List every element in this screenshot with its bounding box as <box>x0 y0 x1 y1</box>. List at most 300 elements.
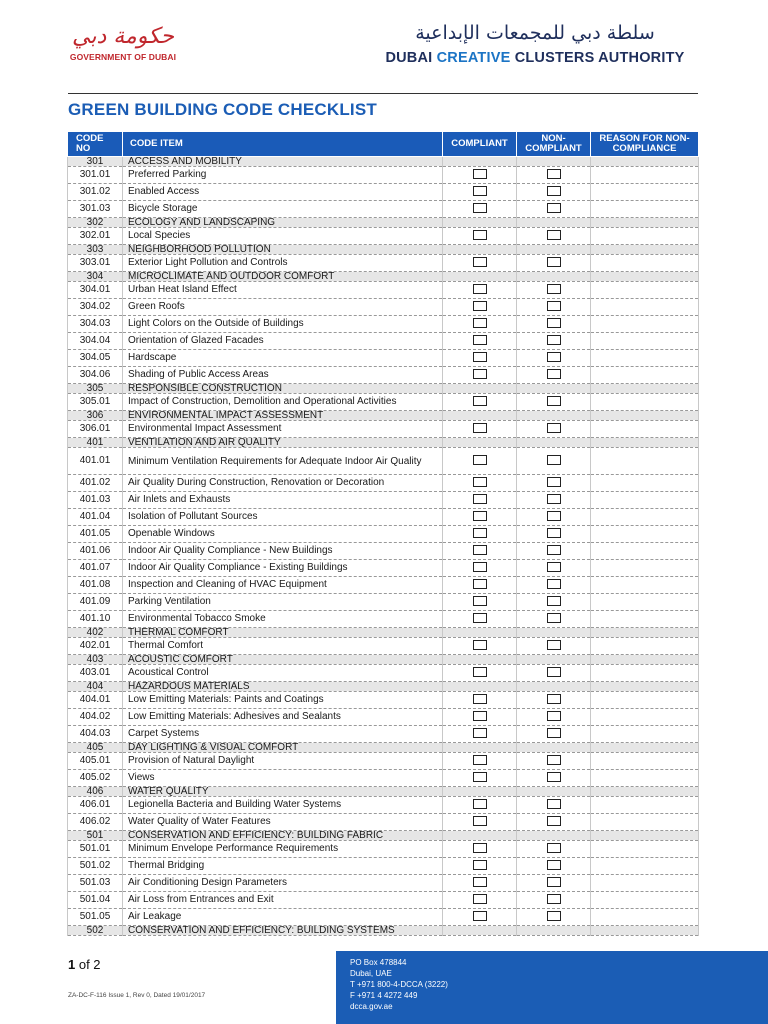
non-compliant-checkbox[interactable] <box>547 528 561 538</box>
non-compliant-checkbox[interactable] <box>547 369 561 379</box>
section-reason-cell <box>591 438 699 448</box>
reason-input-cell[interactable] <box>591 526 699 543</box>
non-compliant-checkbox[interactable] <box>547 799 561 809</box>
table-row <box>68 753 699 770</box>
item-code: 501.04 <box>68 892 123 909</box>
item-code: 501.02 <box>68 858 123 875</box>
compliant-cell <box>443 228 517 245</box>
section-non-compliant-cell <box>517 831 591 841</box>
reason-input-cell[interactable] <box>591 421 699 438</box>
item-description: Bicycle Storage <box>123 201 443 218</box>
section-title: VENTILATION AND AIR QUALITY <box>123 438 443 448</box>
reason-input-cell[interactable] <box>591 875 699 892</box>
non-compliant-checkbox[interactable] <box>547 169 561 179</box>
compliant-cell <box>443 475 517 492</box>
non-compliant-checkbox[interactable] <box>547 511 561 521</box>
non-compliant-checkbox[interactable] <box>547 477 561 487</box>
section-non-compliant-cell <box>517 743 591 753</box>
non-compliant-checkbox[interactable] <box>547 728 561 738</box>
government-of-dubai-logo <box>68 24 178 62</box>
item-code: 405.02 <box>68 770 123 787</box>
item-description: Air Quality During Construction, Renovation or Decoration <box>123 475 443 492</box>
section-reason-cell <box>591 743 699 753</box>
page-number <box>68 957 101 972</box>
compliant-checkbox[interactable] <box>473 477 487 487</box>
non-compliant-checkbox[interactable] <box>547 877 561 887</box>
dcca-english-name <box>370 50 700 66</box>
section-non-compliant-cell <box>517 655 591 665</box>
section-row <box>68 831 699 841</box>
table-header-row <box>68 132 699 157</box>
reason-input-cell[interactable] <box>591 770 699 787</box>
section-title: ACOUSTIC COMFORT <box>123 655 443 665</box>
section-code: 401 <box>68 438 123 448</box>
compliant-checkbox[interactable] <box>473 318 487 328</box>
non-compliant-checkbox[interactable] <box>547 301 561 311</box>
section-reason-cell <box>591 926 699 936</box>
compliant-checkbox[interactable] <box>473 257 487 267</box>
item-description: Impact of Construction, Demolition and Operational Activities <box>123 394 443 411</box>
non-compliant-cell <box>517 421 591 438</box>
compliant-cell <box>443 526 517 543</box>
section-compliant-cell <box>443 926 517 936</box>
item-description: Environmental Impact Assessment <box>123 421 443 438</box>
section-reason-cell <box>591 411 699 421</box>
reason-input-cell[interactable] <box>591 841 699 858</box>
non-compliant-cell <box>517 577 591 594</box>
compliant-checkbox[interactable] <box>473 667 487 677</box>
page-title: GREEN BUILDING CODE CHECKLIST <box>68 100 377 119</box>
non-compliant-cell <box>517 560 591 577</box>
item-code: 405.01 <box>68 753 123 770</box>
non-compliant-checkbox[interactable] <box>547 816 561 826</box>
table-row <box>68 394 699 411</box>
table-row <box>68 858 699 875</box>
section-title: RESPONSIBLE CONSTRUCTION <box>123 384 443 394</box>
reason-input-cell[interactable] <box>591 350 699 367</box>
compliant-cell <box>443 509 517 526</box>
item-description: Orientation of Glazed Facades <box>123 333 443 350</box>
reason-input-cell[interactable] <box>591 577 699 594</box>
section-title: HAZARDOUS MATERIALS <box>123 682 443 692</box>
item-code: 304.03 <box>68 316 123 333</box>
item-code: 401.10 <box>68 611 123 628</box>
section-row <box>68 787 699 797</box>
compliant-cell <box>443 333 517 350</box>
non-compliant-cell <box>517 797 591 814</box>
compliant-cell <box>443 814 517 831</box>
non-compliant-checkbox[interactable] <box>547 396 561 406</box>
reason-input-cell[interactable] <box>591 726 699 743</box>
section-row <box>68 628 699 638</box>
compliant-checkbox[interactable] <box>473 640 487 650</box>
reason-input-cell[interactable] <box>591 448 699 475</box>
section-title: WATER QUALITY <box>123 787 443 797</box>
non-compliant-checkbox[interactable] <box>547 911 561 921</box>
compliant-cell <box>443 316 517 333</box>
item-code: 401.08 <box>68 577 123 594</box>
item-code: 406.01 <box>68 797 123 814</box>
compliant-checkbox[interactable] <box>473 816 487 826</box>
item-code: 403.01 <box>68 665 123 682</box>
table-row <box>68 892 699 909</box>
non-compliant-cell <box>517 638 591 655</box>
contact-po-box: PO Box 478844 <box>350 958 407 967</box>
section-code: 406 <box>68 787 123 797</box>
reason-input-cell[interactable] <box>591 367 699 384</box>
reason-input-cell[interactable] <box>591 797 699 814</box>
dcca-logo <box>370 22 700 66</box>
table-row <box>68 875 699 892</box>
compliant-checkbox[interactable] <box>473 203 487 213</box>
reason-input-cell[interactable] <box>591 255 699 272</box>
compliant-cell <box>443 709 517 726</box>
item-code: 302.01 <box>68 228 123 245</box>
item-code: 304.06 <box>68 367 123 384</box>
section-row <box>68 384 699 394</box>
compliant-checkbox[interactable] <box>473 562 487 572</box>
non-compliant-checkbox[interactable] <box>547 335 561 345</box>
non-compliant-cell <box>517 814 591 831</box>
reason-input-cell[interactable] <box>591 228 699 245</box>
table-row <box>68 611 699 628</box>
non-compliant-cell <box>517 448 591 475</box>
table-row <box>68 228 699 245</box>
item-code: 303.01 <box>68 255 123 272</box>
compliant-checkbox[interactable] <box>473 755 487 765</box>
item-description: Air Inlets and Exhausts <box>123 492 443 509</box>
non-compliant-checkbox[interactable] <box>547 318 561 328</box>
item-description: Air Conditioning Design Parameters <box>123 875 443 892</box>
item-description: Hardscape <box>123 350 443 367</box>
reason-input-cell[interactable] <box>591 692 699 709</box>
reason-input-cell[interactable] <box>591 611 699 628</box>
table-row <box>68 350 699 367</box>
section-compliant-cell <box>443 743 517 753</box>
item-description: Light Colors on the Outside of Buildings <box>123 316 443 333</box>
compliant-checkbox[interactable] <box>473 169 487 179</box>
compliant-checkbox[interactable] <box>473 613 487 623</box>
table-row <box>68 709 699 726</box>
non-compliant-checkbox[interactable] <box>547 423 561 433</box>
compliant-checkbox[interactable] <box>473 511 487 521</box>
section-code: 402 <box>68 628 123 638</box>
reason-input-cell[interactable] <box>591 316 699 333</box>
compliant-checkbox[interactable] <box>473 396 487 406</box>
compliant-checkbox[interactable] <box>473 772 487 782</box>
compliant-checkbox[interactable] <box>473 579 487 589</box>
non-compliant-checkbox[interactable] <box>547 455 561 465</box>
section-row <box>68 655 699 665</box>
compliant-checkbox[interactable] <box>473 596 487 606</box>
item-description: Shading of Public Access Areas <box>123 367 443 384</box>
compliant-checkbox[interactable] <box>473 894 487 904</box>
compliant-checkbox[interactable] <box>473 186 487 196</box>
non-compliant-checkbox[interactable] <box>547 230 561 240</box>
column-header-code-item: CODE ITEM <box>123 132 443 157</box>
checklist-table <box>67 131 699 936</box>
item-code: 301.02 <box>68 184 123 201</box>
non-compliant-checkbox[interactable] <box>547 843 561 853</box>
compliant-checkbox[interactable] <box>473 230 487 240</box>
item-code: 406.02 <box>68 814 123 831</box>
compliant-checkbox[interactable] <box>473 694 487 704</box>
table-row <box>68 367 699 384</box>
table-row <box>68 543 699 560</box>
reason-input-cell[interactable] <box>591 475 699 492</box>
compliant-checkbox[interactable] <box>473 860 487 870</box>
non-compliant-checkbox[interactable] <box>547 284 561 294</box>
item-description: Environmental Tobacco Smoke <box>123 611 443 628</box>
reason-input-cell[interactable] <box>591 394 699 411</box>
item-code: 402.01 <box>68 638 123 655</box>
compliant-checkbox[interactable] <box>473 352 487 362</box>
non-compliant-cell <box>517 394 591 411</box>
table-row <box>68 255 699 272</box>
item-code: 401.05 <box>68 526 123 543</box>
compliant-checkbox[interactable] <box>473 877 487 887</box>
compliant-cell <box>443 201 517 218</box>
non-compliant-cell <box>517 475 591 492</box>
item-description: Inspection and Cleaning of HVAC Equipment <box>123 577 443 594</box>
reason-input-cell[interactable] <box>591 492 699 509</box>
section-compliant-cell <box>443 831 517 841</box>
non-compliant-checkbox[interactable] <box>547 186 561 196</box>
reason-input-cell[interactable] <box>591 282 699 299</box>
reason-input-cell[interactable] <box>591 333 699 350</box>
item-description: Low Emitting Materials: Adhesives and Sealants <box>123 709 443 726</box>
non-compliant-checkbox[interactable] <box>547 494 561 504</box>
gov-arabic-name: حكومة دبي <box>72 24 174 49</box>
item-description: Provision of Natural Daylight <box>123 753 443 770</box>
compliant-cell <box>443 892 517 909</box>
section-code: 502 <box>68 926 123 936</box>
section-code: 301 <box>68 157 123 167</box>
item-description: Minimum Ventilation Requirements for Adequate Indoor Air Quality <box>123 448 443 475</box>
item-description: Legionella Bacteria and Building Water Systems <box>123 797 443 814</box>
item-code: 304.02 <box>68 299 123 316</box>
section-row <box>68 926 699 936</box>
compliant-checkbox[interactable] <box>473 301 487 311</box>
item-code: 401.03 <box>68 492 123 509</box>
compliant-checkbox[interactable] <box>473 335 487 345</box>
compliant-cell <box>443 692 517 709</box>
reason-input-cell[interactable] <box>591 543 699 560</box>
column-header-code-no: CODE NO <box>68 132 123 157</box>
reason-input-cell[interactable] <box>591 560 699 577</box>
non-compliant-checkbox[interactable] <box>547 894 561 904</box>
section-title: NEIGHBORHOOD POLLUTION <box>123 245 443 255</box>
contact-phone: T +971 800-4-DCCA (3222) <box>350 980 448 989</box>
section-compliant-cell <box>443 628 517 638</box>
section-compliant-cell <box>443 655 517 665</box>
section-title: ENVIRONMENTAL IMPACT ASSESSMENT <box>123 411 443 421</box>
table-row <box>68 475 699 492</box>
dcca-arabic-name: سلطة دبي للمجمعات الإبداعية <box>415 22 655 44</box>
table-row <box>68 282 699 299</box>
table-row <box>68 448 699 475</box>
non-compliant-checkbox[interactable] <box>547 596 561 606</box>
reason-input-cell[interactable] <box>591 201 699 218</box>
contact-box <box>336 951 768 1024</box>
reason-input-cell[interactable] <box>591 858 699 875</box>
reason-input-cell[interactable] <box>591 709 699 726</box>
section-row <box>68 245 699 255</box>
non-compliant-cell <box>517 770 591 787</box>
compliant-checkbox[interactable] <box>473 284 487 294</box>
table-row <box>68 577 699 594</box>
item-description: Carpet Systems <box>123 726 443 743</box>
section-row <box>68 218 699 228</box>
section-row <box>68 682 699 692</box>
compliant-checkbox[interactable] <box>473 494 487 504</box>
section-code: 501 <box>68 831 123 841</box>
item-description: Parking Ventilation <box>123 594 443 611</box>
compliant-checkbox[interactable] <box>473 711 487 721</box>
compliant-cell <box>443 726 517 743</box>
section-non-compliant-cell <box>517 411 591 421</box>
compliant-checkbox[interactable] <box>473 799 487 809</box>
table-row <box>68 492 699 509</box>
table-row <box>68 167 699 184</box>
non-compliant-cell <box>517 282 591 299</box>
non-compliant-checkbox[interactable] <box>547 562 561 572</box>
item-description: Local Species <box>123 228 443 245</box>
reason-input-cell[interactable] <box>591 184 699 201</box>
table-row <box>68 665 699 682</box>
non-compliant-cell <box>517 201 591 218</box>
reason-input-cell[interactable] <box>591 299 699 316</box>
item-code: 401.02 <box>68 475 123 492</box>
reason-input-cell[interactable] <box>591 753 699 770</box>
non-compliant-checkbox[interactable] <box>547 257 561 267</box>
reason-input-cell[interactable] <box>591 665 699 682</box>
compliant-checkbox[interactable] <box>473 545 487 555</box>
item-description: Air Loss from Entrances and Exit <box>123 892 443 909</box>
compliant-cell <box>443 543 517 560</box>
section-non-compliant-cell <box>517 438 591 448</box>
section-code: 405 <box>68 743 123 753</box>
non-compliant-cell <box>517 594 591 611</box>
compliant-cell <box>443 770 517 787</box>
header-divider <box>68 93 698 94</box>
dcca-name-part1: DUBAI <box>385 50 437 66</box>
compliant-cell <box>443 167 517 184</box>
section-code: 305 <box>68 384 123 394</box>
compliant-cell <box>443 560 517 577</box>
non-compliant-checkbox[interactable] <box>547 579 561 589</box>
table-row <box>68 299 699 316</box>
table-row <box>68 797 699 814</box>
non-compliant-cell <box>517 665 591 682</box>
compliant-checkbox[interactable] <box>473 911 487 921</box>
compliant-cell <box>443 492 517 509</box>
reason-input-cell[interactable] <box>591 892 699 909</box>
non-compliant-cell <box>517 167 591 184</box>
table-row <box>68 201 699 218</box>
section-non-compliant-cell <box>517 157 591 167</box>
reason-input-cell[interactable] <box>591 814 699 831</box>
non-compliant-cell <box>517 858 591 875</box>
section-non-compliant-cell <box>517 926 591 936</box>
reason-input-cell[interactable] <box>591 167 699 184</box>
reason-input-cell[interactable] <box>591 509 699 526</box>
non-compliant-cell <box>517 350 591 367</box>
item-description: Air Leakage <box>123 909 443 926</box>
reason-input-cell[interactable] <box>591 909 699 926</box>
section-reason-cell <box>591 628 699 638</box>
non-compliant-checkbox[interactable] <box>547 772 561 782</box>
section-compliant-cell <box>443 787 517 797</box>
item-description: Green Roofs <box>123 299 443 316</box>
compliant-checkbox[interactable] <box>473 843 487 853</box>
non-compliant-checkbox[interactable] <box>547 640 561 650</box>
non-compliant-cell <box>517 184 591 201</box>
non-compliant-cell <box>517 543 591 560</box>
table-row <box>68 316 699 333</box>
compliant-checkbox[interactable] <box>473 423 487 433</box>
compliant-cell <box>443 638 517 655</box>
table-row <box>68 841 699 858</box>
gov-english-name: GOVERNMENT OF DUBAI <box>69 52 177 62</box>
reason-input-cell[interactable] <box>591 638 699 655</box>
item-code: 305.01 <box>68 394 123 411</box>
non-compliant-cell <box>517 753 591 770</box>
non-compliant-cell <box>517 299 591 316</box>
contact-fax: F +971 4 4272 449 <box>350 991 418 1000</box>
non-compliant-checkbox[interactable] <box>547 755 561 765</box>
table-row <box>68 560 699 577</box>
section-title: ECOLOGY AND LANDSCAPING <box>123 218 443 228</box>
compliant-checkbox[interactable] <box>473 728 487 738</box>
non-compliant-checkbox[interactable] <box>547 711 561 721</box>
section-row <box>68 743 699 753</box>
item-code: 401.06 <box>68 543 123 560</box>
item-description: Low Emitting Materials: Paints and Coatings <box>123 692 443 709</box>
compliant-cell <box>443 282 517 299</box>
non-compliant-checkbox[interactable] <box>547 203 561 213</box>
item-description: Minimum Envelope Performance Requirements <box>123 841 443 858</box>
contact-website[interactable]: dcca.gov.ae <box>350 1002 393 1011</box>
compliant-checkbox[interactable] <box>473 528 487 538</box>
section-non-compliant-cell <box>517 682 591 692</box>
section-compliant-cell <box>443 682 517 692</box>
non-compliant-checkbox[interactable] <box>547 613 561 623</box>
reason-input-cell[interactable] <box>591 594 699 611</box>
non-compliant-checkbox[interactable] <box>547 352 561 362</box>
non-compliant-cell <box>517 892 591 909</box>
item-code: 404.03 <box>68 726 123 743</box>
non-compliant-cell <box>517 611 591 628</box>
non-compliant-checkbox[interactable] <box>547 860 561 870</box>
item-code: 301.01 <box>68 167 123 184</box>
item-code: 304.04 <box>68 333 123 350</box>
column-header-compliant: COMPLIANT <box>443 132 517 157</box>
compliant-cell <box>443 909 517 926</box>
compliant-cell <box>443 394 517 411</box>
section-non-compliant-cell <box>517 384 591 394</box>
non-compliant-cell <box>517 709 591 726</box>
table-row <box>68 333 699 350</box>
item-description: Openable Windows <box>123 526 443 543</box>
compliant-cell <box>443 594 517 611</box>
compliant-checkbox[interactable] <box>473 369 487 379</box>
non-compliant-checkbox[interactable] <box>547 694 561 704</box>
non-compliant-checkbox[interactable] <box>547 545 561 555</box>
compliant-checkbox[interactable] <box>473 455 487 465</box>
non-compliant-checkbox[interactable] <box>547 667 561 677</box>
section-reason-cell <box>591 655 699 665</box>
